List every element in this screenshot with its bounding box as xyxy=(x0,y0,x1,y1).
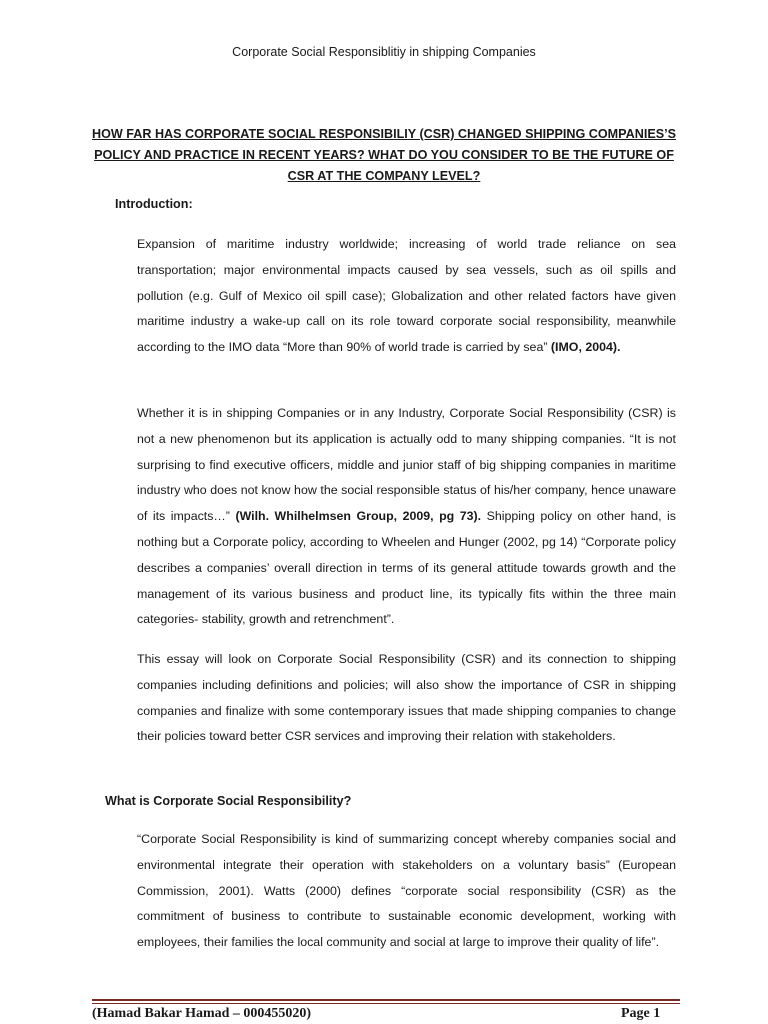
page-number: Page 1 xyxy=(621,1006,661,1021)
intro-paragraph-2-text-a: Whether it is in shipping Companies or in any Industry, Corporate Social Responsibility (CSR) is not a new phenomenon but its application is actually odd to many shipping companies. “It is not surprising to find executive officers, middle and junior staff of big shipping companies in maritime industry who does not know how the social responsible status of his/her company, hence unaware of its impacts…” xyxy=(137,406,676,524)
intro-paragraph-3: This essay will look on Corporate Social Responsibility (CSR) and its connection to shipping companies including definitions and policies; will also show the importance of CSR in shipping companies and finalize with some contemporary issues that made shipping companies to change their policies toward better CSR services and improving their relation with stakeholders. xyxy=(137,652,676,744)
footer-rule-thick xyxy=(92,999,680,1001)
footer-author: (Hamad Bakar Hamad – 000455020) xyxy=(92,1006,312,1021)
intro-paragraph-2 xyxy=(137,401,676,633)
running-header: Corporate Social Responsiblitiy in shipping Companies xyxy=(232,45,536,59)
csr-definition-paragraph: “Corporate Social Responsibility is kind of summarizing concept whereby companies social and environmental integrate their operation with stakeholders on a voluntary basis” (European Commission, 2001). Watts (2000) defines “corporate social responsibility (CSR) as the commitment of business to contribute to sustainable economic development, working with employees, their families the local community and social at large to improve their quality of life”. xyxy=(137,832,676,950)
intro-paragraph-2-text-b: Shipping policy on other hand, is nothing but a Corporate policy, according to Wheelen and Hunger (2002, pg 14) “Corporate policy describes a companies’ overall direction in terms of its general attitude towards growth and the management of its various business and product line, its typically fits within the three main categories- stability, growth and retrenchment”. xyxy=(137,509,676,627)
what-is-csr-heading: What is Corporate Social Responsibility? xyxy=(105,794,352,808)
intro-paragraph-1 xyxy=(137,232,676,361)
essay-title: HOW FAR HAS CORPORATE SOCIAL RESPONSIBILIY (CSR) CHANGED SHIPPING COMPANIES’S POLICY AND PRACTICE IN RECENT YEARS? WHAT DO YOU CONSIDER TO BE THE FUTURE OF CSR AT THE COMPANY LEVEL? xyxy=(91,127,677,183)
imo-citation: (IMO, 2004). xyxy=(550,340,621,355)
footer-rule-thin xyxy=(92,1003,680,1004)
introduction-heading: Introduction: xyxy=(115,197,193,211)
intro-paragraph-1-text: Expansion of maritime industry worldwide; increasing of world trade reliance on sea transportation; major environmental impacts caused by sea vessels, such as oil spills and pollution (e.g. Gulf of Mexico oil spill case); Globalization and other related factors have given maritime industry a wake-up call on its role toward corporate social responsibility, meanwhile according to the IMO data “More than 90% of world trade is carried by sea” xyxy=(137,237,676,355)
wilhelmsen-citation: (Wilh. Whilhelmsen Group, 2009, pg 73). xyxy=(235,509,482,524)
